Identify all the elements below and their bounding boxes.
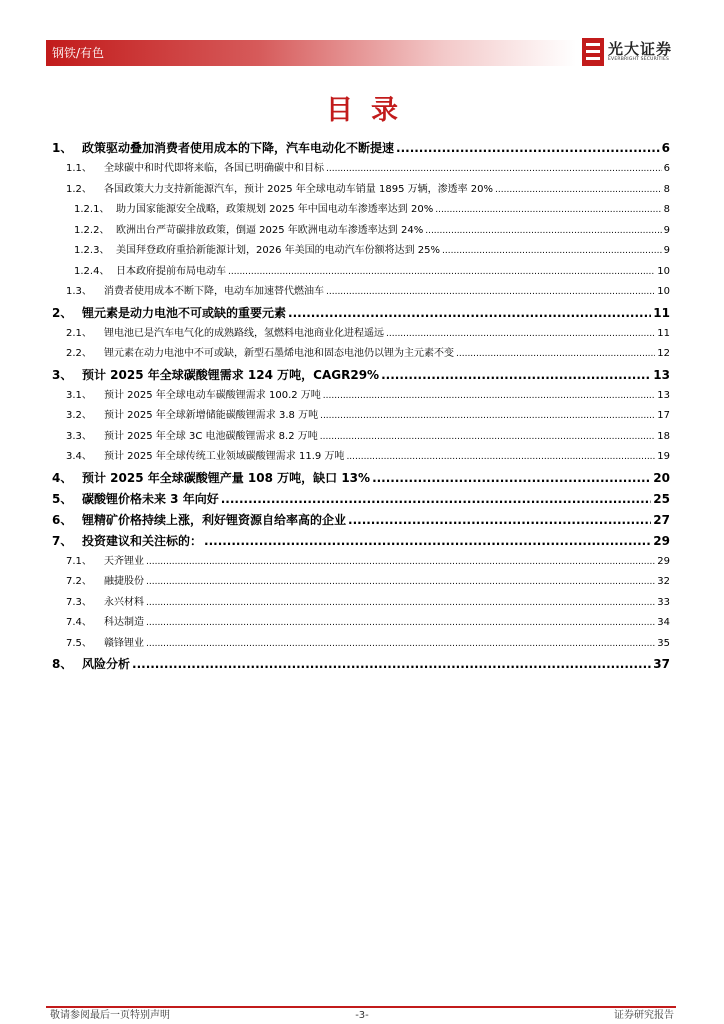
logo-subtitle: EVERBRIGHT SECURITIES [608, 57, 670, 62]
toc-entry-page: 10 [657, 265, 670, 277]
toc-entry-number: 1.1、 [66, 163, 92, 174]
toc-leader-dots [132, 654, 651, 675]
toc-entry-number: 2.1、 [66, 327, 92, 339]
toc-entry-text: 各国政策大力支持新能源汽车，预计 2025 年全球电动车销量 1895 万辆，渗透率 20% [104, 183, 494, 195]
toc-entry-level-2[interactable] [52, 386, 670, 407]
toc-leader-dots [381, 365, 651, 386]
toc-entry-page: 8 [663, 204, 670, 215]
company-logo [582, 36, 692, 70]
page-title: 目录 [326, 95, 416, 126]
section-label: 钢铁/有色 [52, 46, 105, 60]
toc-entry-page: 35 [657, 637, 670, 649]
toc-leader-dots [146, 552, 655, 573]
footer-page-number: -3- [355, 1010, 369, 1021]
toc-entry-text: 天齐锂业 [104, 555, 144, 567]
toc-entry-level-1[interactable] [52, 365, 670, 386]
toc-leader-dots [326, 159, 662, 180]
toc-entry-page: 9 [663, 224, 670, 236]
toc-entry-number: 1.2、 [66, 183, 92, 195]
toc-entry-level-2[interactable] [52, 282, 670, 303]
toc-leader-dots [326, 282, 655, 303]
toc-entry-text: 锂元素是动力电池不可或缺的重要元素 [82, 305, 287, 320]
toc-entry-number: 8、 [52, 657, 73, 671]
toc-entry-level-1[interactable] [52, 303, 670, 324]
toc-entry-number: 7.1、 [66, 555, 92, 567]
toc-leader-dots [146, 593, 655, 614]
toc-entry-number: 5、 [52, 491, 73, 506]
toc-entry-number: 2.2、 [66, 348, 92, 359]
toc-entry-level-2[interactable] [52, 324, 670, 345]
toc-entry-level-2[interactable] [52, 634, 670, 655]
logo-name: 光大证券 [608, 40, 673, 58]
toc-entry-text: 锂元素在动力电池中不可或缺，新型石墨烯电池和固态电池仍以锂为主元素不变 [104, 348, 454, 359]
footer-report-type: 证券研究报告 [614, 1010, 674, 1021]
toc-entry-text: 政策驱动叠加消费者使用成本的下降，汽车电动化不断提速 [82, 141, 395, 155]
toc-leader-dots [456, 344, 655, 365]
toc-entry-text: 预计 2025 年全球传统工业领域碳酸锂需求 11.9 万吨 [104, 451, 345, 462]
toc-entry-text: 融捷股份 [104, 576, 144, 587]
toc-entry-page: 9 [663, 245, 670, 256]
toc-leader-dots [146, 572, 655, 593]
toc-entry-page: 11 [653, 305, 670, 320]
toc-entry-level-2[interactable] [52, 159, 670, 180]
toc-entry-level-3[interactable] [52, 262, 670, 283]
toc-leader-dots [221, 489, 652, 510]
toc-entry-level-1[interactable] [52, 138, 670, 159]
toc-entry-text: 风险分析 [82, 657, 131, 671]
toc-leader-dots [425, 221, 661, 242]
toc-entry-text: 预计 2025 年全球碳酸锂需求 124 万吨，CAGR29% [82, 367, 380, 382]
toc-entry-text: 欧洲出台严苛碳排放政策，倒逼 2025 年欧洲电动车渗透率达到 24% [116, 224, 424, 236]
toc-entry-page: 10 [657, 286, 670, 297]
toc-entry-page: 27 [653, 512, 670, 527]
toc-entry-page: 18 [657, 430, 670, 442]
toc-entry-number: 7.4、 [66, 617, 92, 628]
toc-entry-text: 全球碳中和时代即将来临，各国已明确碳中和目标 [104, 163, 324, 174]
toc-entry-page: 17 [657, 410, 670, 421]
toc-entry-level-2[interactable] [52, 593, 670, 614]
toc-entry-level-1[interactable] [52, 489, 670, 510]
logo-mark-icon [582, 38, 604, 66]
toc-entry-text: 投资建议和关注标的： [82, 533, 203, 548]
toc-entry-level-2[interactable] [52, 447, 670, 468]
toc-leader-dots [146, 613, 655, 634]
toc-leader-dots [495, 180, 662, 201]
toc-entry-number: 3.4、 [66, 451, 92, 462]
toc-entry-page: 34 [657, 617, 670, 628]
toc-entry-page: 29 [657, 555, 670, 567]
toc-entry-level-1[interactable] [52, 654, 670, 675]
toc-leader-dots [228, 262, 655, 283]
toc-entry-page: 13 [657, 389, 670, 401]
toc-entry-page: 8 [663, 183, 670, 195]
toc-entry-page: 29 [653, 533, 670, 548]
header-bar [46, 40, 576, 66]
table-of-contents [52, 138, 670, 675]
toc-entry-text: 预计 2025 年全球碳酸锂产量 108 万吨，缺口 13% [82, 470, 371, 485]
toc-entry-level-3[interactable] [52, 221, 670, 242]
toc-entry-number: 7.5、 [66, 637, 92, 649]
toc-entry-text: 预计 2025 年全球电动车碳酸锂需求 100.2 万吨 [104, 389, 321, 401]
toc-entry-level-2[interactable] [52, 406, 670, 427]
toc-entry-page: 20 [653, 470, 670, 485]
toc-entry-page: 37 [653, 657, 670, 671]
toc-entry-text: 永兴材料 [104, 596, 144, 608]
footer-divider [46, 1006, 676, 1008]
toc-entry-page: 13 [653, 367, 670, 382]
toc-entry-text: 碳酸锂价格未来 3 年向好 [82, 491, 219, 506]
toc-entry-text: 美国拜登政府重拾新能源计划，2026 年美国的电动汽车份额将达到 25% [116, 245, 441, 256]
toc-leader-dots [320, 406, 655, 427]
toc-leader-dots [348, 510, 651, 531]
toc-leader-dots [323, 386, 655, 407]
toc-entry-level-1[interactable] [52, 531, 670, 552]
toc-entry-number: 3.2、 [66, 410, 92, 421]
toc-entry-level-3[interactable] [52, 200, 670, 221]
toc-entry-text: 日本政府提前布局电动车 [116, 265, 226, 277]
toc-entry-number: 1.2.1、 [74, 204, 110, 215]
toc-entry-text: 科达制造 [104, 617, 144, 628]
toc-leader-dots [372, 468, 651, 489]
toc-entry-number: 3.3、 [66, 430, 92, 442]
toc-entry-number: 3.1、 [66, 389, 92, 401]
toc-leader-dots [146, 634, 655, 655]
toc-entry-level-2[interactable] [52, 427, 670, 448]
toc-leader-dots [435, 200, 661, 221]
toc-leader-dots [396, 138, 660, 159]
toc-entry-level-1[interactable] [52, 468, 670, 489]
toc-entry-number: 1.2.3、 [74, 245, 110, 256]
toc-entry-text: 预计 2025 年全球新增储能碳酸锂需求 3.8 万吨 [104, 410, 319, 421]
toc-entry-text: 助力国家能源安全战略，政策规划 2025 年中国电动车渗透率达到 20% [116, 204, 434, 215]
toc-leader-dots [386, 324, 655, 345]
toc-entry-number: 7.3、 [66, 596, 92, 608]
toc-entry-number: 7、 [52, 533, 73, 548]
toc-entry-text: 预计 2025 年全球 3C 电池碳酸锂需求 8.2 万吨 [104, 430, 318, 442]
toc-entry-page: 6 [663, 163, 670, 174]
toc-entry-page: 19 [657, 451, 670, 462]
toc-entry-text: 赣锋锂业 [104, 637, 144, 649]
toc-entry-number: 2、 [52, 305, 73, 320]
toc-entry-number: 1.2.4、 [74, 265, 110, 277]
toc-entry-level-2[interactable] [52, 344, 670, 365]
toc-entry-page: 12 [657, 348, 670, 359]
toc-entry-number: 7.2、 [66, 576, 92, 587]
toc-entry-page: 32 [657, 576, 670, 587]
toc-entry-text: 消费者使用成本不断下降，电动车加速替代燃油车 [104, 286, 324, 297]
toc-entry-level-2[interactable] [52, 180, 670, 201]
toc-entry-number: 4、 [52, 470, 73, 485]
footer-disclaimer: 敬请参阅最后一页特别声明 [50, 1010, 170, 1021]
toc-entry-page: 25 [653, 491, 670, 506]
toc-entry-text: 锂电池已是汽车电气化的成熟路线，氢燃料电池商业化进程遥远 [104, 327, 384, 339]
toc-leader-dots [442, 241, 662, 262]
toc-entry-level-3[interactable] [52, 241, 670, 262]
toc-entry-level-2[interactable] [52, 552, 670, 573]
toc-leader-dots [320, 427, 655, 448]
toc-leader-dots [346, 447, 655, 468]
toc-entry-text: 锂精矿价格持续上涨，利好锂资源自给率高的企业 [82, 512, 347, 527]
toc-leader-dots [204, 531, 651, 552]
toc-entry-level-2[interactable] [52, 572, 670, 593]
toc-entry-number: 1.2.2、 [74, 224, 110, 236]
toc-leader-dots [288, 303, 651, 324]
toc-entry-page: 11 [657, 327, 670, 339]
toc-entry-number: 3、 [52, 367, 73, 382]
toc-entry-number: 1、 [52, 141, 73, 155]
toc-entry-page: 6 [661, 141, 670, 155]
toc-entry-number: 6、 [52, 512, 73, 527]
toc-entry-level-2[interactable] [52, 613, 670, 634]
toc-entry-page: 33 [657, 596, 670, 608]
toc-entry-number: 1.3、 [66, 286, 92, 297]
toc-entry-level-1[interactable] [52, 510, 670, 531]
